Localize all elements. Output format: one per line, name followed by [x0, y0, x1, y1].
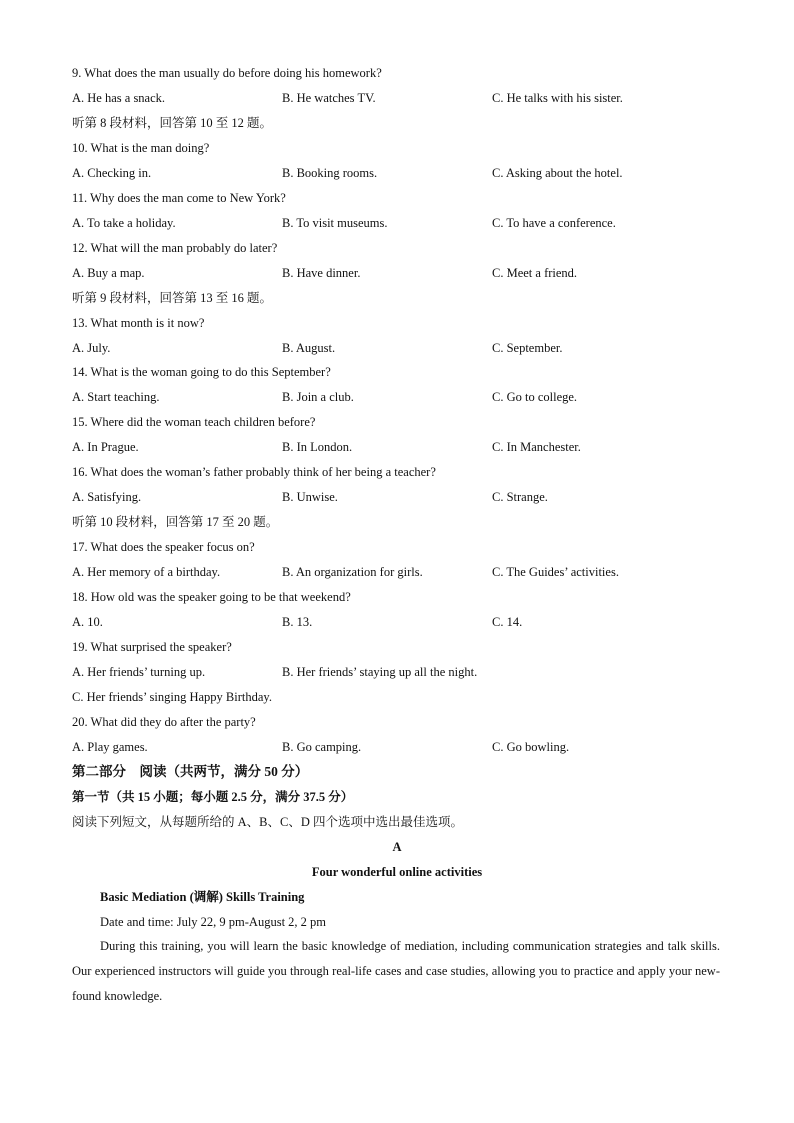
options-12	[72, 265, 732, 281]
option-c: C. To have a conference.	[492, 216, 616, 230]
reading-instructions: 阅读下列短文，从每题所给的 A、B、C、D 四个选项中选出最佳选项。	[72, 815, 463, 829]
option-a: A. Play games.	[72, 740, 148, 754]
options-11	[72, 215, 732, 231]
option-b: B. Booking rooms.	[282, 166, 378, 180]
option-a: A. July.	[72, 341, 111, 355]
question-12: 12. What will the man probably do later?	[72, 241, 278, 255]
options-15	[72, 439, 732, 455]
options-10	[72, 165, 732, 181]
option-b: B. In London.	[282, 440, 353, 454]
option-b: B. Join a club.	[282, 390, 354, 404]
options-13	[72, 340, 732, 356]
question-11: 11. Why does the man come to New York?	[72, 191, 286, 205]
question-18: 18. How old was the speaker going to be that weekend?	[72, 590, 351, 604]
option-a: A. Start teaching.	[72, 390, 160, 404]
question-9: 9. What does the man usually do before doing his homework?	[72, 66, 382, 80]
section-header-8: 听第 8 段材料，回答第 10 至 12 题。	[72, 116, 273, 130]
option-b: B. 13.	[282, 615, 313, 629]
question-17: 17. What does the speaker focus on?	[72, 540, 255, 554]
activity-title: Basic Mediation (调解) Skills Training	[100, 890, 305, 904]
options-17	[72, 564, 732, 580]
option-c: C. Strange.	[492, 490, 548, 504]
question-19: 19. What surprised the speaker?	[72, 640, 232, 654]
activity-description	[72, 934, 720, 1009]
option-c: C. Her friends’ singing Happy Birthday.	[72, 690, 272, 704]
passage-letter: A	[392, 840, 402, 854]
option-b: B. Unwise.	[282, 490, 338, 504]
question-16: 16. What does the woman’s father probably think of her being a teacher?	[72, 465, 436, 479]
question-10: 10. What is the man doing?	[72, 141, 210, 155]
options-18	[72, 614, 732, 630]
question-13: 13. What month is it now?	[72, 316, 205, 330]
question-20: 20. What did they do after the party?	[72, 715, 256, 729]
option-a: A. Her memory of a birthday.	[72, 565, 221, 579]
option-b: B. He watches TV.	[282, 91, 376, 105]
option-c: C. Asking about the hotel.	[492, 166, 623, 180]
option-a: A. In Prague.	[72, 440, 139, 454]
options-14	[72, 389, 732, 405]
question-15: 15. Where did the woman teach children before?	[72, 415, 316, 429]
option-b: B. August.	[282, 341, 336, 355]
options-9	[72, 90, 732, 106]
option-a: A. He has a snack.	[72, 91, 166, 105]
options-16	[72, 489, 732, 505]
option-a: A. Buy a map.	[72, 266, 145, 280]
option-b: B. Have dinner.	[282, 266, 361, 280]
section-one-title: 第一节（共 15 小题；每小题 2.5 分，满分 37.5 分）	[72, 790, 354, 804]
section-header-9: 听第 9 段材料，回答第 13 至 16 题。	[72, 291, 273, 305]
option-c: C. In Manchester.	[492, 440, 581, 454]
option-b: B. Go camping.	[282, 740, 362, 754]
options-20	[72, 739, 732, 755]
option-c: C. Go bowling.	[492, 740, 570, 754]
option-a: A. Satisfying.	[72, 490, 142, 504]
passage-title: Four wonderful online activities	[311, 865, 483, 879]
option-c: C. He talks with his sister.	[492, 91, 623, 105]
description-text: During this training, you will learn the basic knowledge of mediation, including communication strategies and talk skills. Our experienced instructors will guide you through real-life cases and case studies, allowing you to practice and apply your new-found knowledge.	[72, 939, 720, 1003]
option-c: C. The Guides’ activities.	[492, 565, 619, 579]
section-header-10: 听第 10 段材料，回答第 17 至 20 题。	[72, 515, 279, 529]
activity-date: Date and time: July 22, 9 pm-August 2, 2 pm	[100, 915, 327, 929]
option-c: C. September.	[492, 341, 563, 355]
question-14: 14. What is the woman going to do this September?	[72, 365, 331, 379]
option-c: C. Meet a friend.	[492, 266, 578, 280]
option-a: A. To take a holiday.	[72, 216, 176, 230]
option-b: B. Her friends’ staying up all the night.	[282, 665, 478, 679]
option-a: A. Her friends’ turning up.	[72, 665, 206, 679]
option-b: B. To visit museums.	[282, 216, 388, 230]
part-two-title: 第二部分 阅读（共两节，满分 50 分）	[72, 764, 309, 779]
option-c: C. 14.	[492, 615, 523, 629]
option-a: A. 10.	[72, 615, 103, 629]
option-c: C. Go to college.	[492, 390, 578, 404]
options-19	[72, 664, 732, 680]
option-b: B. An organization for girls.	[282, 565, 423, 579]
option-a: A. Checking in.	[72, 166, 152, 180]
